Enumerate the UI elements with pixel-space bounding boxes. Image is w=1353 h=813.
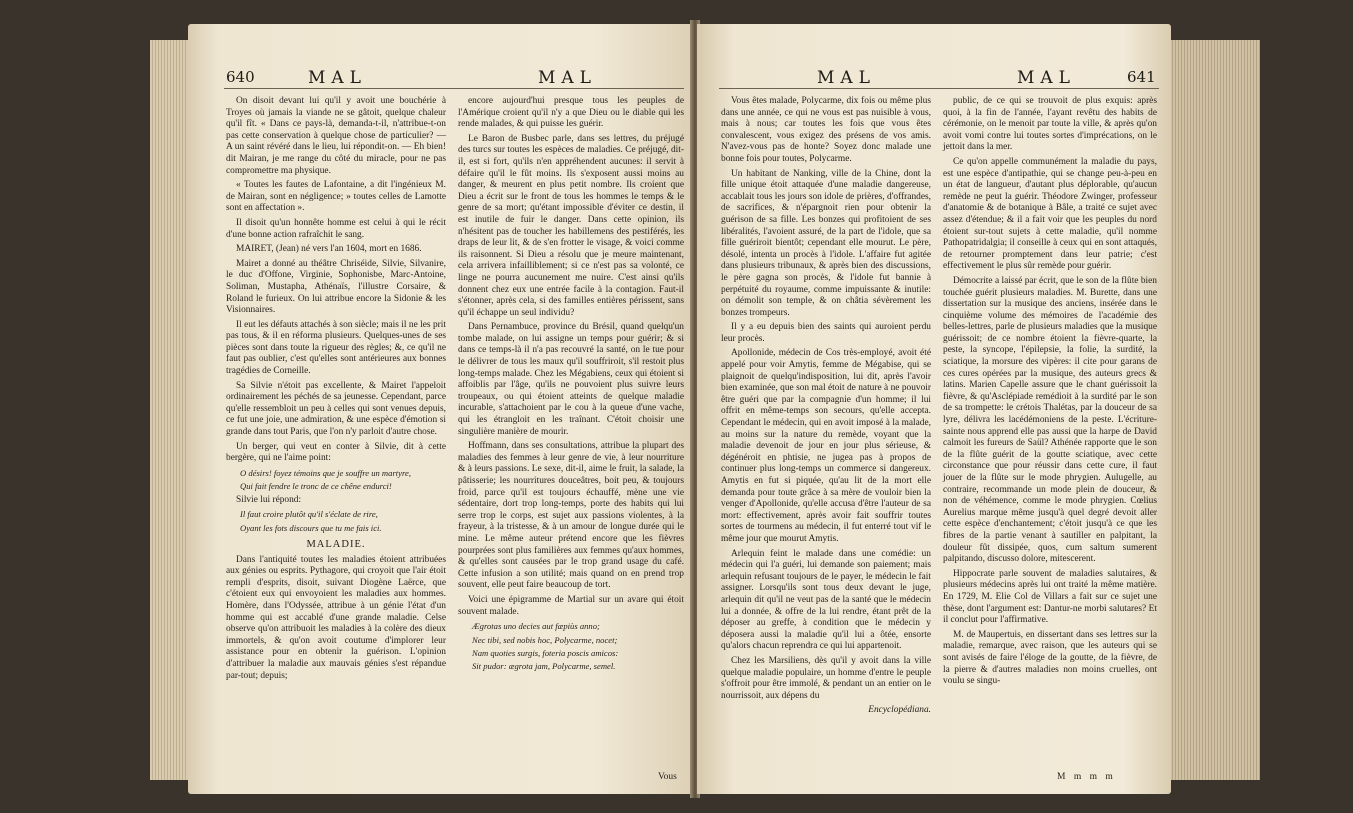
paragraph: Chez les Marsiliens, dès qu'il y avoit dans la ville quelque maladie populaire, un homme d'entre le peuple s'offroit pour être immolé, & pendant un an entier on le nourrissoit, aux dépens du: [721, 655, 931, 701]
paragraph: « Toutes les fautes de Lafontaine, a dit l'ingénieux M. de Mairan, sont en négligence; » toutes celles de Lamotte sont en affectation ».: [226, 180, 446, 214]
verse-line: Nam quoties surgis, foteria poscis amicos:: [472, 647, 619, 658]
paragraph: Démocrite a laissé par écrit, que le son de la flûte bien touchée guérit plusieurs maladies. M. Burette, dans une dissertation sur la musique des anciens, insérée dans le cinquième volume des mémoires de l'académie des belles-lettres, parle de plusieurs maladies que la musique guérissoit; de ce nombre étoient la fièvre-quarte, la peste, la syncope, l'épilepsie, la folie, la surdité, la sciatique, la morsure des vipères: il cite pour garans de ces cures opérées par la musique, des auteurs grecs & latins. Marien Capelle assure que le chant guérissoit la fièvre, & qu'Asclépiade remédioit à la surdité par le son de sa trompette: le crétois Thalétas, par la douceur de sa lyre, délivra les lacédémoniens de la peste. L'écriture-sainte nous apprend elle pas aussi que la harpe de David calmoit les fureurs de Saül? Athénée rapporte que le son de la flûte guérit de la goutte sciatique, avec cette circonstance que pour réussir dans cette cure, il faut jouer de la flûte sur le mode phrygien. Aulugelle, au contraire, recommande un mode plein de douceur, & non de véhémence, comme le mode phrygien. Cœlius Aurelius marque même jusqu'à quel degré devoit aller cette espèce d'enchantement; c'étoit jusqu'à ce que les fibres de la partie venant à sautiller en palpitant, la douleur fût dissipée, quos, cum saltum sumerent palpitando, discusso dolore, mitescerent.: [943, 275, 1157, 565]
paragraph: Vous êtes malade, Polycarme, dix fois ou même plus dans une année, ce qui ne vous est pas nuisible à vous, mais à nous; car toutes les fois que vous êtes convalescent, vous exigez des présens de vos amis. N'avez-vous pas de honte? Soyez donc malade une bonne fois pour toutes, Polycarme.: [721, 96, 931, 164]
paragraph: Ce qu'on appelle communément la maladie du pays, est une espèce d'antipathie, qui se change peu-à-peu en un état de langueur, d'autant plus déplorable, qu'aucun remède ne peut la guérir. Théodore Zwinger, professeur d'anatomie & de botanique à Bâle, a traité ce sujet avec assez d'étendue; & il a fait voir que les peuples du nord étoient sur-tout sujets à cette maladie, qu'il nomme Pathopatridalgia; il conseille à ceux qui en sont attaqués, de retourner promptement dans leur patrie; c'est effectivement le plus sûr remède pour guérir.: [943, 156, 1157, 272]
section-heading: MALADIE.: [306, 539, 366, 551]
verse-line: Oyant les fots discours que tu me fais ici.: [240, 522, 382, 533]
right-page: [697, 24, 1171, 794]
running-head: MAL: [308, 68, 367, 88]
paragraph: Mairet a donné au théâtre Chriséide, Silvie, Silvanire, le duc d'Offone, Virginie, Sophonisbe, Marc-Antoine, Soliman, Mustapha, Athénaïs, l'illustre Corsaire, & Roland le furieux. On lui attribue encore la Sidonie & les Visionnaires.: [226, 258, 446, 316]
paragraph: On disoit devant lui qu'il y avoit une bouchérie à Troyes où jamais la viande ne se gâtoit, quelque chaleur qu'il fît. « Dans ce pays-là, demanda-t-il, n'attribue-t-on pas cette conservation à quelque chose de particulier? — A un saint révéré dans le lieu, lui répondit-on. — Eh bien! dit Mairan, je me range du côté du miracle, pour ne pas compromettre ma physique.: [226, 96, 446, 176]
page-number: 640: [226, 68, 255, 86]
right-page-edges: [1170, 40, 1260, 780]
paragraph: Arlequin feint le malade dans une comédie: un médecin qui l'a guéri, lui demande son paiement; mais arlequin refusant toujours de le payer, le médecin le fait assigner. Lorsqu'ils sont tous deux devant le juge, arlequin dit qu'il ne veut pas de la santé que le médecin lui a donnée, & offre de la lui rendre, étant prêt de la déposer au greffe, à condition que le médecin y déposera aussi la maladie qu'il lui a ôtée, ensorte qu'alors chacun reprendra ce qui lui appartenoit.: [721, 548, 931, 652]
paragraph: Hoffmann, dans ses consultations, attribue la plupart des maladies des femmes à leur genre de vie, à leur nourriture & à leurs passions. Le sexe, dit-il, aime le fruit, la salade, la pâtisserie; les nourritures douceâtres, boit peu, & toujours froid, parce qu'il est toujours échauffé, mène une vie sédentaire, dort trop long-temps, porte des habits qui lui serre trop le corps, est sujet aux passions violentes, à la frayeur, à la tristesse, & à un amour de longue durée qui le mine. Le même auteur prétend encore que les fièvres pourprées sont plus familières aux femmes qu'aux hommes, & qu'elles sont causées par le trop grand usage du café. Cette infusion a son utilité; mais quand on en prend trop souvent, elle peut faire beaucoup de tort.: [458, 441, 684, 591]
paragraph: MAIRET, (Jean) né vers l'an 1604, mort en 1686.: [236, 244, 422, 255]
paragraph: Le Baron de Busbec parle, dans ses lettres, du préjugé des turcs sur toutes les espèces de maladies. Ce préjugé, dit-il, est si fort, qu'ils n'en appréhendent aucunes: il servit à défaire qu'il le fût moins. Ils s'exposent aussi moins au danger, & meurent en plus petit nombre. Ils croient que Dieu a écrit sur le front de tous les hommes le temps & le genre de sa mort; qu'étant impossible d'éviter ce destin, il est inutile de fuir le danger. Dans cette opinion, ils n'hésitent pas de toucher les habillemens des pestiférés, les draps de leur lit, & de s'en frotter le visage, & voici comme ils raisonnent. Si Dieu a résolu que je meure maintenant, cela arrivera infailliblement; si ce n'est pas sa volonté, ce linge ne pourra aucunement me nuire. C'est ainsi qu'ils donnent chez eux une entrée facile à la contagion. Faut-il s'étonner, après cela, si des familles entières périssent, sans qu'il échappe un seul individu?: [458, 133, 684, 318]
paragraph: encore aujourd'hui presque tous les peuples de l'Amérique croient qu'il n'y a que Dieu ou le diable qui les rende malades, & qui puisse les guérir.: [458, 96, 684, 130]
running-head: MAL: [817, 68, 876, 88]
paragraph: Voici une épigramme de Martial sur un avare qui étoit souvent malade.: [458, 594, 684, 617]
verse-line: Sit pudor: ægrota jam, Polycarme, semel.: [472, 661, 616, 672]
paragraph: Dans l'antiquité toutes les maladies étoient attribuées aux génies ou esprits. Pythagore, qui croyoit que l'air étoit rempli d'esprits, disoit, suivant Diogène Laërce, que c'étoient eux qui envoyoient les maladies aux hommes. Homère, dans l'Odyssée, attribue à un génie l'état d'un homme qui est accablé d'une grande maladie. Celse observe qu'on attribuoit les maladies à la colère des dieux immortels, & qu'on avoit coutume d'implorer leur assistance pour en obtenir la guérison. L'opinion d'attribuer la maladie aux mauvais génies s'est répandue par-tout; depuis;: [226, 554, 446, 681]
paragraph: Il disoit qu'un honnête homme est celui à qui le récit d'une bonne action rafraîchit le sang.: [226, 217, 446, 240]
verse-line: Qui fait fendre le tronc de ce chêne endurci!: [240, 481, 392, 492]
signature: Encyclopédiana.: [868, 705, 931, 716]
left-column-2: [458, 96, 684, 675]
catchword: Vous: [658, 772, 677, 782]
running-head: MAL: [1017, 68, 1076, 88]
paragraph: Dans Pernambuce, province du Brésil, quand quelqu'un tombe malade, on lui assigne un temps pour guérir; & si dans ce temps-là il n'a pas recouvré la santé, on le tue pour le délivrer de tous les maux qu'il souffriroit, s'il restoit plus long-temps malade. Chez les Mégabiens, ceux qui étoient si affoiblis par l'âge, qu'ils ne pouvoient plus suivre leurs troupeaux, ou qui étoient atteints de quelque maladie incurable, s'attachoient par le cou à la queue d'une vache, qui les étrangloit en les traînant. C'étoit choisir une singulière manière de mourir.: [458, 322, 684, 437]
verse-line: Il faut croire plutôt qu'il s'éclate de rire,: [240, 509, 378, 520]
paragraph: M. de Maupertuis, en dissertant dans ses lettres sur la maladie, remarque, avec raison, que les auteurs qui se sont avisés de faire l'éloge de la goutte, de la fièvre, de la pierre & d'autres maladies non moins cruelles, ont voulu se singu-: [943, 629, 1157, 687]
paragraph: Silvie lui répond:: [236, 494, 302, 505]
left-column-1: [226, 96, 446, 685]
running-head: MAL: [538, 68, 597, 88]
signature-mark: M m m m: [1057, 772, 1116, 782]
header-rule: [719, 88, 1159, 89]
paragraph: Sa Silvie n'étoit pas excellente, & Mairet l'appeloit ordinairement les péchés de sa jeunesse. Cependant, parce qu'elle ressembloit un peu à celles qui sont venues depuis, ce fut une joie, une admiration, & une espèce d'émotion si grande dans tout Paris, que l'on n'y parloit d'autre chose.: [226, 380, 446, 438]
header-rule: [224, 88, 684, 89]
paragraph: public, de ce qui se trouvoit de plus exquis: après quoi, à la fin de l'année, l'ayant revêtu des habits de cérémonie, on le menoit par toute la ville, & après qu'on avoit vomi contre lui toutes sortes d'imprécations, on le jettoit dans la mer.: [943, 96, 1157, 153]
right-column-1: [721, 96, 931, 720]
verse-line: Ægrotas uno decies aut fæpiùs anno;: [472, 621, 600, 632]
paragraph: Apollonide, médecin de Cos très-employé, avoit été appelé pour voir Amytis, femme de Mégabise, qui se plaignoit de quelqu'indisposition, lui dit, après l'avoir bien examinée, que son mal étoit de nature à ne pouvoir être guéri que par la compagnie d'un homme; il lui offrit en même-temps son secours, qu'elle accepta. Cependant le médecin, qui en avoit imposé à la malade, au moins sur la nature du remède, voyant que la maladie devenoit de jour en jour plus sérieuse, & dégénéroit en phtisie, ne jugea pas à propos de continuer plus long-temps un commerce si dangereux. Amytis en fut si piquée, qu'au lit de la mort elle demanda pour toute grâce à sa mère de vouloir bien la venger d'Apollonide, qu'elle accusa d'être l'auteur de sa mort: effectivement, après avoir fait souffrir toutes sortes de tourmens au médecin, il fut enterré tout vif le même jour que mourut Amytis.: [721, 348, 931, 544]
paragraph: Un habitant de Nanking, ville de la Chine, dont la fille unique étoit attaquée d'une maladie dangereuse, accablait tous les jours son idole de prières, d'offrandes, de sacrifices, & n'épargnoit rien pour obtenir la guérison de sa fille. Les bonzes qui profitoient de ses libéralités, l'avoient assuré, de la part de l'idole, que sa fille guériroit bientôt; cependant elle mourut. Le père, désolé, intenta un procès à l'idole. L'affaire fut agitée dans plusieurs tribunaux, & après bien des discussions, le père gagna son procès, & l'idole fut bannie à perpétuité du royaume, comme impuissante & inutile: on démolit son temple, & on châtia sévèrement les bonzes trompeurs.: [721, 168, 931, 318]
left-page: [188, 24, 694, 794]
paragraph: Un berger, qui veut en conter à Silvie, dit à cette bergère, qui ne l'aime point:: [226, 441, 446, 464]
paragraph: Il y a eu depuis bien des saints qui auroient perdu leur procès.: [721, 322, 931, 344]
right-column-2: [943, 96, 1157, 691]
left-page-edges: [150, 40, 190, 780]
paragraph: Hippocrate parle souvent de maladies salutaires, & plusieurs médecins après lui ont traité la même matière. En 1729, M. Elie Col de Villars a fait sur ce sujet une thèse, dont l'argument est: Dantur-ne morbi salutares? Et il conclut pour l'affirmative.: [943, 568, 1157, 626]
verse-line: Nec tibi, sed nobis hoc, Polycarme, nocet;: [472, 634, 618, 645]
paragraph: Il eut les défauts attachés à son siècle; mais il ne les prit pas tous, & il en réforma plusieurs. Quelques-unes de ses pièces sont dans toute la rigueur des règles; &, ce qu'il ne faut pas oublier, c'est qu'elles sont antérieures aux bonnes tragédies de Corneille.: [226, 319, 446, 377]
page-number: 641: [1127, 68, 1156, 86]
verse-line: O désirs! foyez témoins que je souffre un martyre,: [240, 467, 411, 478]
